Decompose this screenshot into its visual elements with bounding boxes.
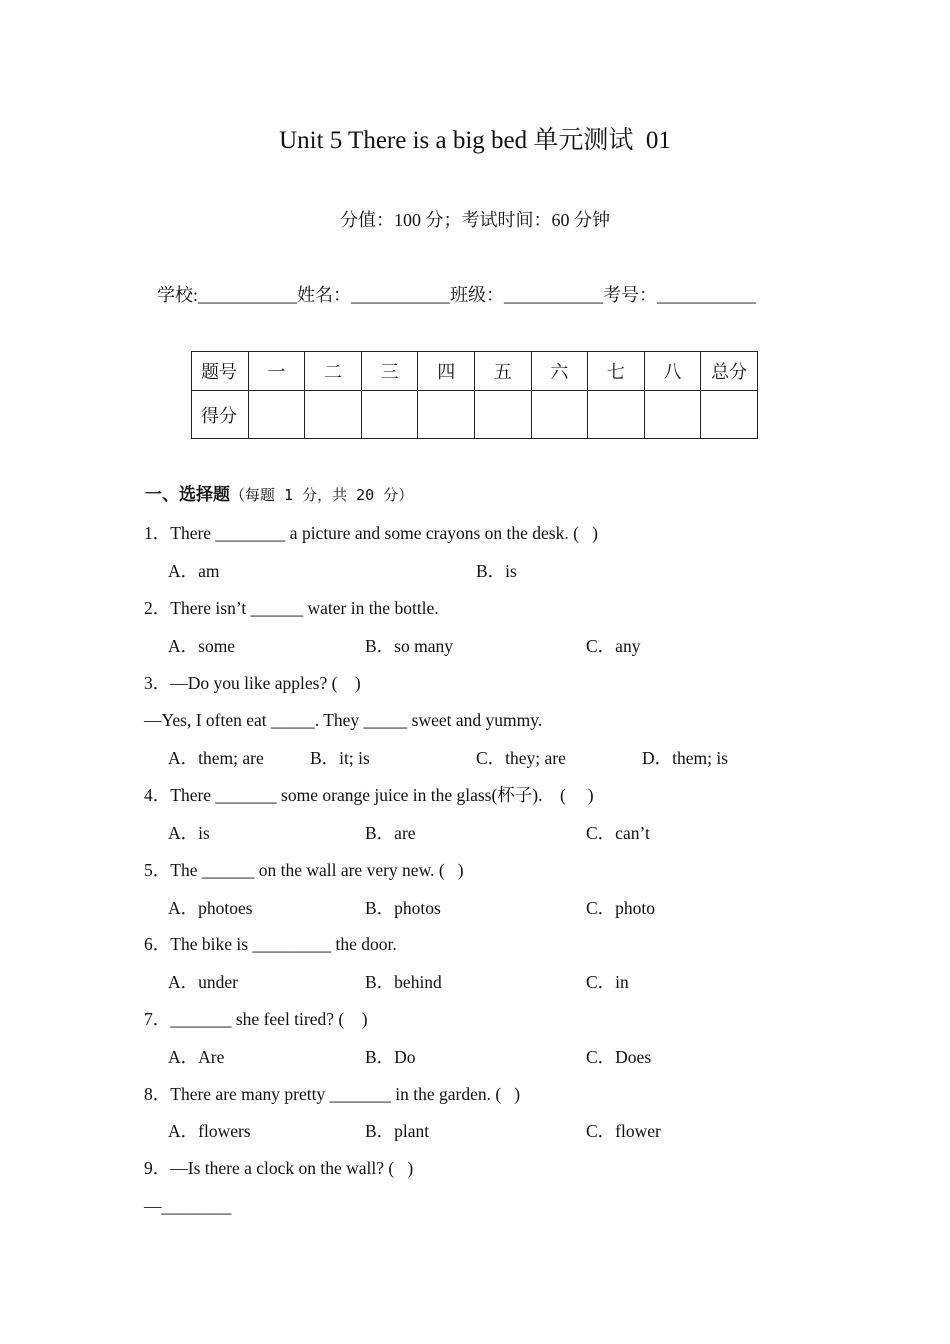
score-table-cell: 总分 <box>701 352 758 391</box>
section-heading <box>145 482 413 508</box>
option: B．plant <box>365 1121 430 1141</box>
score-table-cell: 题号 <box>192 352 249 391</box>
exam-meta: 分值：100 分；考试时间：60 分钟 <box>340 210 610 230</box>
option: D．them; is <box>642 748 729 768</box>
option: A．them; are <box>168 748 264 768</box>
option: B．Do <box>365 1047 416 1067</box>
score-entry-cell[interactable] <box>248 391 305 439</box>
question-text: 1．There ________ a picture and some crayons on the desk. ( ) <box>144 523 598 543</box>
option: B．are <box>365 823 416 843</box>
question-text: 7．_______ she feel tired? ( ) <box>144 1009 368 1029</box>
score-entry-cell[interactable] <box>474 391 531 439</box>
option: A．some <box>168 636 236 656</box>
score-table-cell: 七 <box>588 352 645 391</box>
page-title: Unit 5 There is a big bed 单元测试 01 <box>279 127 671 154</box>
option: C．in <box>586 972 629 992</box>
option: A．flowers <box>168 1121 251 1141</box>
score-table-cell: 一 <box>248 352 305 391</box>
question-text: 6．The bike is _________ the door. <box>144 934 397 954</box>
score-table-cell: 六 <box>531 352 588 391</box>
option: C．they; are <box>476 748 566 768</box>
score-table-header-row <box>192 352 758 391</box>
option: B．is <box>476 561 517 581</box>
score-entry-cell[interactable] <box>305 391 362 439</box>
section-title: 一、选择题 <box>145 485 230 504</box>
score-entry-cell[interactable] <box>418 391 475 439</box>
score-entry-cell[interactable] <box>588 391 645 439</box>
score-table-cell: 三 <box>361 352 418 391</box>
score-entry-cell[interactable] <box>644 391 701 439</box>
option: C．photo <box>586 898 656 918</box>
question-text: 9．—Is there a clock on the wall? ( ) <box>144 1158 414 1178</box>
question-text: 5．The ______ on the wall are very new. ( ) <box>144 860 464 880</box>
section-note: （每题 1 分，共 20 分） <box>230 486 414 504</box>
option: C．flower <box>586 1121 661 1141</box>
question-text: 4．There _______ some orange juice in the glass(杯子). ( ) <box>144 785 594 805</box>
score-table-cell: 五 <box>474 352 531 391</box>
option: A．under <box>168 972 238 992</box>
option: B．it; is <box>310 748 370 768</box>
option: A．am <box>168 561 220 581</box>
question-dialogue-line: —________ <box>144 1196 232 1216</box>
question-dialogue-line: —Yes, I often eat _____. They _____ sweet and yummy. <box>144 710 543 730</box>
question-text: 3．—Do you like apples? ( ) <box>144 673 361 693</box>
score-table-cell: 二 <box>305 352 362 391</box>
score-table-cell: 四 <box>418 352 475 391</box>
option: C．can’t <box>586 823 650 843</box>
score-table-score-row <box>192 391 758 439</box>
score-table <box>191 351 758 439</box>
option: B．so many <box>365 636 453 656</box>
question-text: 8．There are many pretty _______ in the garden. ( ) <box>144 1084 521 1104</box>
option: C．any <box>586 636 641 656</box>
option: A．photoes <box>168 898 253 918</box>
score-entry-cell[interactable] <box>531 391 588 439</box>
option: B．behind <box>365 972 442 992</box>
score-table-cell: 八 <box>644 352 701 391</box>
option: C．Does <box>586 1047 652 1067</box>
score-entry-cell[interactable] <box>361 391 418 439</box>
option: B．photos <box>365 898 441 918</box>
score-entry-cell[interactable] <box>701 391 758 439</box>
score-table-cell: 得分 <box>192 391 249 439</box>
option: A．Are <box>168 1047 225 1067</box>
question-text: 2．There isn’t ______ water in the bottle. <box>144 598 439 618</box>
student-info-line: 学校:___________姓名：___________班级：___________考号：___________ <box>157 285 756 305</box>
option: A．is <box>168 823 210 843</box>
